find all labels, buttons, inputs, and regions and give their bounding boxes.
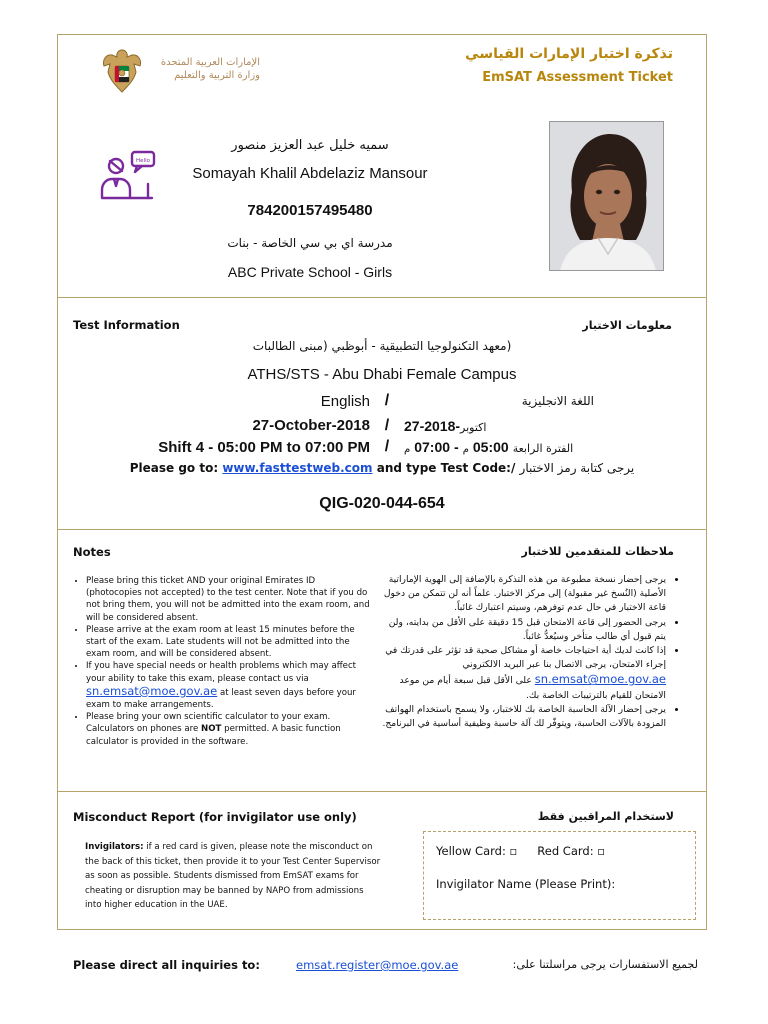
notes-heading-ar: ملاحظات للمتقدمين للاختبار — [521, 545, 674, 558]
invigilator-instructions — [85, 840, 382, 913]
date-ar-month: اكتوبر — [460, 421, 487, 434]
red-card-checkbox[interactable]: Red Card: ▫ — [537, 844, 606, 858]
note-text: permitted. A basic function calculator is provided in the software. — [86, 724, 341, 747]
shift-row — [57, 438, 707, 460]
goto-suffix: and type Test Code:/ — [376, 461, 516, 475]
ministry-line-1: الإمارات العربية المتحدة — [160, 57, 260, 68]
candidate-name-ar: سميه خليل عبد العزيز منصور — [231, 138, 389, 153]
date-row — [57, 416, 707, 436]
note-text-ar: على الأقل قبل سبعة أيام من موعد الامتحان للقيام بالترتيبات الخاصة بك. — [399, 675, 666, 701]
language-ar: اللغة الانجليزية — [521, 394, 594, 408]
note-item: • Please arrive at the exam room at least 15 minutes before the start of the exam. Late students will not be admitted into the exam room, and will be considered absent. — [86, 624, 372, 661]
shift-ar-start: 05:00 — [472, 439, 509, 455]
candidate-id: 784200157495480 — [247, 202, 373, 219]
venue-ar: (معهد التكنولوجيا التطبيقية - أبوظبي (مبنى الطالبات — [252, 339, 512, 353]
notes-list-en — [72, 575, 372, 748]
invigilator-label: Invigilators: — [85, 842, 144, 852]
ticket-title-ar: تذكرة اختبار الإمارات القياسي — [465, 46, 673, 62]
footer-inquiries-en: Please direct all inquiries to: — [73, 958, 260, 972]
venue-en: ATHS/STS - Abu Dhabi Female Campus — [247, 366, 517, 383]
school-name-ar: مدرسة اي بي سي الخاصة - بنات — [227, 236, 393, 250]
note-item-ar: • يرجى إحضار الآلة الحاسبة الخاصة بك للاختبار، ولا يسمح باستخدام الهواتف المزودة بالآلات الحاسبة، ويتوفّر لك آلة حاسبة وظيفية أساسية في البرنامج. — [380, 703, 666, 731]
invigilator-text: if a red card is given, please note the misconduct on the back of this ticket, then provide it to your Test Center Supervisor as soon as possible. Students dismissed from EmSAT exams for cheating or disruption may be banned by NAPO from admissions into higher education in the UAE. — [85, 842, 381, 910]
uae-emblem-icon — [100, 46, 144, 96]
date-ar — [394, 416, 594, 435]
note-item: • Please bring this ticket AND your original Emirates ID (photocopies not accepted) to the test center. Note that if you do not bring them, you will not be admitted into the exam room, and will be considered absent. — [86, 575, 372, 624]
test-website-link[interactable]: www.fasttestweb.com — [222, 461, 373, 475]
note-item-ar — [380, 644, 666, 703]
school-name-en: ABC Private School - Girls — [227, 264, 393, 280]
goto-prefix: Please go to: — [129, 461, 219, 475]
note-emphasis: NOT — [201, 724, 222, 735]
note-item — [86, 660, 372, 711]
notes-list-ar — [380, 573, 680, 731]
note-text: If you have special needs or health problems which may affect your ability to take this exam, please contact us via — [86, 661, 357, 684]
shift-en: Shift 4 - 05:00 PM to 07:00 PM — [158, 438, 370, 456]
test-info-heading-ar: معلومات الاختبار — [582, 319, 672, 332]
footer-email-link[interactable]: emsat.register@moe.gov.ae — [296, 958, 459, 972]
candidate-name-en: Somayah Khalil Abdelaziz Mansour — [192, 165, 428, 182]
misconduct-heading-en: Misconduct Report (for invigilator use only) — [73, 810, 357, 824]
candidate-icon — [98, 150, 156, 204]
test-code: QIG-020-044-654 — [319, 495, 445, 512]
ticket-title-en: EmSAT Assessment Ticket — [482, 70, 673, 85]
yellow-card-checkbox[interactable]: Yellow Card: ▫ — [436, 844, 518, 858]
special-needs-email-link-ar[interactable]: sn.emsat@moe.gov.ae — [534, 672, 666, 687]
test-info-heading-en: Test Information — [73, 318, 180, 332]
note-text: at least seven days before your exam to make arrangements. — [86, 687, 356, 711]
note-text: Please bring your own scientific calculator to your exam. Calculators on phones are — [86, 712, 331, 735]
invigilator-name-field[interactable]: Invigilator Name (Please Print): — [436, 877, 616, 891]
misconduct-heading-ar: لاستخدام المراقبين فقط — [537, 810, 674, 823]
notes-heading-en: Notes — [73, 545, 111, 559]
shift-ar-label: الفترة الرابعة — [512, 442, 574, 455]
note-item-ar: • يرجى إحضار نسخة مطبوعة من هذه التذكرة بالإضافة إلى الهوية الإماراتية الأصلية (النُسخ غير مقبولة) إلى مركز الاختبار. علماً أنه لن تتمكن من دخول قاعة الاختبار في حال عدم توفرهم، وسيتم اعتبارك غائباً. — [380, 573, 666, 616]
special-needs-email-link[interactable]: sn.emsat@moe.gov.ae — [86, 683, 218, 698]
ministry-line-2: وزارة التربية والتعليم — [174, 70, 260, 81]
card-box — [423, 831, 696, 920]
divider — [57, 297, 707, 298]
language-en: English — [320, 392, 370, 410]
shift-ar-pm-2: م — [462, 444, 469, 455]
candidate-portrait-image — [550, 122, 664, 271]
note-text-ar: إذا كانت لديك أية احتياجات خاصة أو مشاكل صحية قد تؤثر على قدرتك في إجراء الامتحان، يرجى الاتصال بنا عبر البريد الالكتروني — [385, 645, 666, 671]
divider — [57, 791, 707, 792]
shift-ar-pm: م — [404, 444, 411, 455]
divider — [57, 529, 707, 530]
goto-line — [57, 461, 707, 475]
hello-bubble-text: Hello — [136, 158, 150, 164]
separator: / — [384, 438, 390, 455]
language-row — [57, 392, 707, 412]
date-ar-number: 27-2018- — [404, 418, 461, 434]
shift-ar-end: 07:00 — [414, 439, 451, 455]
note-item-ar: • يرجى الحضور إلى قاعة الامتحان قبل 15 دقيقة على الأقل من بدايته، ولن يتم قبول أي طالب متأخر وسيُعدُّ غائباً. — [380, 616, 666, 644]
shift-ar: م 07:00 - م 05:00 الفترة الرابعة — [404, 439, 574, 455]
separator: / — [384, 416, 390, 434]
date-en: 27-October-2018 — [252, 417, 370, 434]
note-item — [86, 711, 372, 748]
separator: / — [384, 392, 390, 409]
candidate-photo — [549, 121, 664, 271]
goto-ar: يرجى كتابة رمز الاختبار — [519, 461, 635, 475]
footer-inquiries-ar: لجميع الاستفسارات يرجى مراسلتنا على: — [512, 958, 698, 971]
ministry-name-ar — [150, 56, 260, 82]
